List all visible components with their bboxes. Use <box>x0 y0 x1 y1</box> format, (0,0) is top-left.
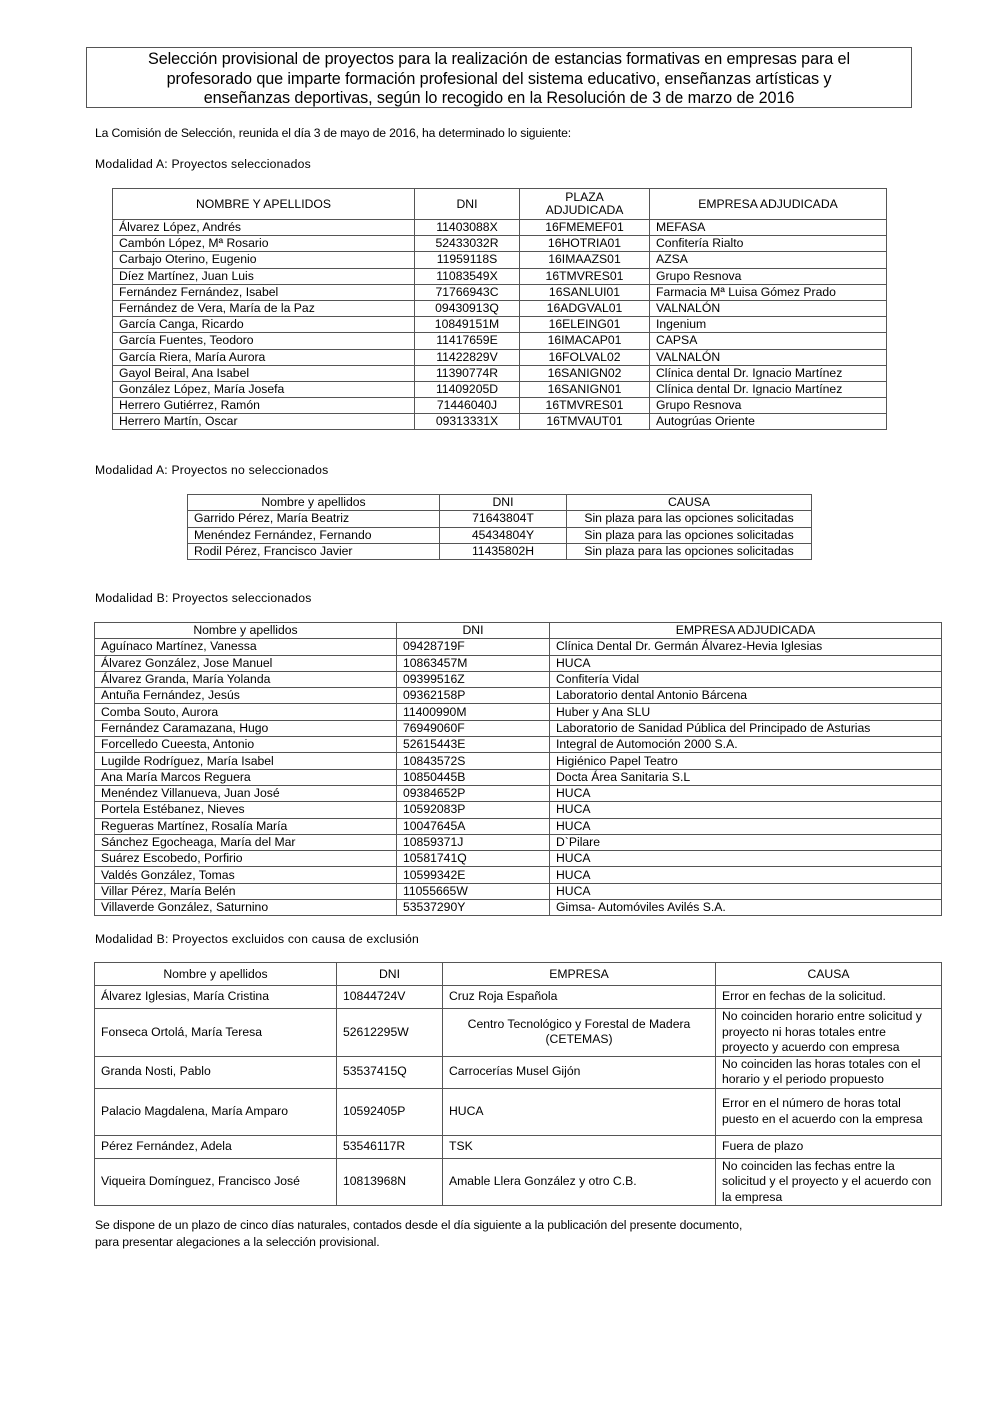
cell-name: Álvarez Granda, María Yolanda <box>95 671 397 687</box>
section-heading-b-excluded: Modalidad B: Proyectos excluidos con causa de exclusión <box>95 932 419 946</box>
cell-name: García Riera, María Aurora <box>113 349 415 365</box>
cell-dni: 10844724V <box>337 986 443 1009</box>
col-header-dni: DNI <box>415 189 520 220</box>
cell-dni: 52612295W <box>337 1009 443 1057</box>
col-header-name: NOMBRE Y APELLIDOS <box>113 189 415 220</box>
cell-empresa: VALNALÓN <box>650 300 887 316</box>
table-header-row <box>188 495 812 511</box>
cell-dni: 11959118S <box>415 252 520 268</box>
col-header-empresa: EMPRESA ADJUDICADA <box>550 623 942 639</box>
cell-empresa: Grupo Resnova <box>650 398 887 414</box>
cell-plaza: 16FOLVAL02 <box>520 349 650 365</box>
cell-empresa: D`Pilare <box>550 834 942 850</box>
cell-name: Fernández Fernández, Isabel <box>113 284 415 300</box>
cell-name: Carbajo Oterino, Eugenio <box>113 252 415 268</box>
cell-name: Herrero Gutiérrez, Ramón <box>113 398 415 414</box>
cell-name: Lugilde Rodríguez, María Isabel <box>95 753 397 769</box>
cell-dni: 71446040J <box>415 398 520 414</box>
table-row <box>95 1009 942 1057</box>
table-row <box>113 333 887 349</box>
cell-empresa: Huber y Ana SLU <box>550 704 942 720</box>
cell-dni: 11435802H <box>440 543 567 559</box>
table-row <box>95 720 942 736</box>
intro-text: La Comisión de Selección, reunida el día 3 de mayo de 2016, ha determinado lo siguiente: <box>95 126 571 140</box>
cell-causa: Sin plaza para las opciones solicitadas <box>567 543 812 559</box>
title-line: profesorado que imparte formación profesional del sistema educativo, enseñanzas artísticas y <box>166 69 832 88</box>
cell-dni: 11400990M <box>397 704 550 720</box>
cell-dni: 09362158P <box>397 688 550 704</box>
cell-dni: 53546117R <box>337 1135 443 1158</box>
table-row <box>113 268 887 284</box>
footer-note <box>95 1217 742 1251</box>
table-row <box>95 802 942 818</box>
cell-empresa: Farmacia Mª Luisa Gómez Prado <box>650 284 887 300</box>
cell-plaza: 16IMAAZS01 <box>520 252 650 268</box>
cell-name: Fonseca Ortolá, María Teresa <box>95 1009 337 1057</box>
table-row <box>95 900 942 916</box>
footer-line: para presentar alegaciones a la selección provisional. <box>95 1235 380 1249</box>
cell-empresa: HUCA <box>550 867 942 883</box>
table-row <box>95 1088 942 1135</box>
cell-empresa: Clínica Dental Dr. Germán Álvarez-Hevia Iglesias <box>550 639 942 655</box>
table-a-not-selected <box>187 494 812 560</box>
table-row <box>95 867 942 883</box>
cell-causa: Error en fechas de la solicitud. <box>716 986 942 1009</box>
cell-name: Herrero Martín, Oscar <box>113 414 415 430</box>
col-header-dni: DNI <box>440 495 567 511</box>
cell-empresa: Centro Tecnológico y Forestal de Madera (CETEMAS) <box>443 1009 716 1057</box>
table-row <box>113 381 887 397</box>
cell-empresa: Cruz Roja Española <box>443 986 716 1009</box>
cell-causa: Sin plaza para las opciones solicitadas <box>567 511 812 527</box>
table-a-selected <box>112 188 887 430</box>
cell-name: Menéndez Fernández, Fernando <box>188 527 440 543</box>
cell-name: Palacio Magdalena, María Amparo <box>95 1088 337 1135</box>
cell-empresa: HUCA <box>550 655 942 671</box>
col-header-dni: DNI <box>337 963 443 986</box>
cell-empresa: HUCA <box>550 851 942 867</box>
cell-name: Díez Martínez, Juan Luis <box>113 268 415 284</box>
cell-dni: 76949060F <box>397 720 550 736</box>
section-heading-a-not-selected: Modalidad A: Proyectos no seleccionados <box>95 463 329 477</box>
table-header-row <box>95 963 942 986</box>
cell-plaza: 16ADGVAL01 <box>520 300 650 316</box>
title-line: Selección provisional de proyectos para la realización de estancias formativas en empresas para el <box>148 50 850 68</box>
cell-causa: Fuera de plazo <box>716 1135 942 1158</box>
table-row <box>95 986 942 1009</box>
cell-empresa: Clínica dental Dr. Ignacio Martínez <box>650 381 887 397</box>
table-row <box>95 671 942 687</box>
cell-empresa: HUCA <box>443 1088 716 1135</box>
cell-name: Fernández de Vera, María de la Paz <box>113 300 415 316</box>
cell-empresa: Carrocerías Musel Gijón <box>443 1056 716 1088</box>
cell-name: Aguínaco Martínez, Vanessa <box>95 639 397 655</box>
cell-dni: 11403088X <box>415 220 520 236</box>
table-row <box>95 737 942 753</box>
cell-dni: 10047645A <box>397 818 550 834</box>
cell-empresa: Laboratorio dental Antonio Bárcena <box>550 688 942 704</box>
cell-name: Garrido Pérez, María Beatriz <box>188 511 440 527</box>
cell-dni: 45434804Y <box>440 527 567 543</box>
cell-dni: 52615443E <box>397 737 550 753</box>
cell-causa: No coinciden las horas totales con el horario y el periodo propuesto <box>716 1056 942 1088</box>
cell-dni: 11422829V <box>415 349 520 365</box>
cell-causa: Sin plaza para las opciones solicitadas <box>567 527 812 543</box>
table-b-excluded <box>94 962 942 1206</box>
cell-name: Álvarez López, Andrés <box>113 220 415 236</box>
cell-plaza: 16SANIGN02 <box>520 365 650 381</box>
cell-dni: 10849151M <box>415 317 520 333</box>
cell-empresa: Confitería Rialto <box>650 236 887 252</box>
cell-dni: 09313331X <box>415 414 520 430</box>
table-row <box>95 785 942 801</box>
cell-plaza: 16TMVRES01 <box>520 398 650 414</box>
table-row <box>95 688 942 704</box>
cell-dni: 71643804T <box>440 511 567 527</box>
footer-line: Se dispone de un plazo de cinco días naturales, contados desde el día siguiente a la publicación del presente documento, <box>95 1218 743 1232</box>
table-body <box>95 986 942 1206</box>
cell-name: Granda Nosti, Pablo <box>95 1056 337 1088</box>
cell-plaza: 16FMEMEF01 <box>520 220 650 236</box>
table-row <box>113 365 887 381</box>
cell-dni: 10813968N <box>337 1158 443 1206</box>
cell-dni: 10592083P <box>397 802 550 818</box>
cell-empresa: Integral de Automoción 2000 S.A. <box>550 737 942 753</box>
table-row <box>113 252 887 268</box>
cell-empresa: CAPSA <box>650 333 887 349</box>
cell-plaza: 16TMVAUT01 <box>520 414 650 430</box>
table-row <box>113 349 887 365</box>
cell-empresa: TSK <box>443 1135 716 1158</box>
cell-dni: 11390774R <box>415 365 520 381</box>
cell-empresa: Grupo Resnova <box>650 268 887 284</box>
table-row <box>95 818 942 834</box>
cell-name: Rodil Pérez, Francisco Javier <box>188 543 440 559</box>
table-row <box>113 398 887 414</box>
table-row <box>188 527 812 543</box>
cell-plaza: 16HOTRIA01 <box>520 236 650 252</box>
cell-name: Cambón López, Mª Rosario <box>113 236 415 252</box>
cell-dni: 10599342E <box>397 867 550 883</box>
cell-dni: 71766943C <box>415 284 520 300</box>
table-row <box>95 639 942 655</box>
cell-empresa: Clínica dental Dr. Ignacio Martínez <box>650 365 887 381</box>
cell-causa: No coinciden horario entre solicitud y proyecto ni horas totales entre proyecto y acuerdo con empresa <box>716 1009 942 1057</box>
cell-plaza: 16SANLUI01 <box>520 284 650 300</box>
cell-empresa: Confitería Vidal <box>550 671 942 687</box>
cell-dni: 11417659E <box>415 333 520 349</box>
col-header-name: Nombre y apellidos <box>95 963 337 986</box>
cell-name: Pérez Fernández, Adela <box>95 1135 337 1158</box>
cell-name: García Fuentes, Teodoro <box>113 333 415 349</box>
cell-plaza: 16SANIGN01 <box>520 381 650 397</box>
cell-name: Forcelledo Cueesta, Antonio <box>95 737 397 753</box>
cell-name: Suárez Escobedo, Porfirio <box>95 851 397 867</box>
table-b-selected <box>94 622 942 916</box>
table-body <box>113 220 887 430</box>
cell-dni: 11055665W <box>397 883 550 899</box>
cell-name: Comba Souto, Aurora <box>95 704 397 720</box>
table-body <box>95 639 942 916</box>
cell-causa: No coinciden las fechas entre la solicitud y el proyecto y el acuerdo con la empresa <box>716 1158 942 1206</box>
cell-dni: 11409205D <box>415 381 520 397</box>
cell-empresa: Docta Área Sanitaria S.L <box>550 769 942 785</box>
cell-name: González López, María Josefa <box>113 381 415 397</box>
table-row <box>95 834 942 850</box>
cell-name: Villar Pérez, María Belén <box>95 883 397 899</box>
cell-name: Álvarez Iglesias, María Cristina <box>95 986 337 1009</box>
cell-name: Antuña Fernández, Jesús <box>95 688 397 704</box>
cell-name: Villaverde González, Saturnino <box>95 900 397 916</box>
cell-name: Regueras Martínez, Rosalía María <box>95 818 397 834</box>
cell-dni: 09384652P <box>397 785 550 801</box>
table-row <box>113 220 887 236</box>
cell-dni: 09399516Z <box>397 671 550 687</box>
cell-empresa: Gimsa- Automóviles Avilés S.A. <box>550 900 942 916</box>
table-row <box>95 883 942 899</box>
section-heading-a-selected: Modalidad A: Proyectos seleccionados <box>95 157 311 171</box>
cell-empresa: VALNALÓN <box>650 349 887 365</box>
cell-dni: 10843572S <box>397 753 550 769</box>
col-header-empresa: EMPRESA <box>443 963 716 986</box>
cell-empresa: Amable Llera González y otro C.B. <box>443 1158 716 1206</box>
col-header-name: Nombre y apellidos <box>95 623 397 639</box>
cell-dni: 53537415Q <box>337 1056 443 1088</box>
cell-empresa: HUCA <box>550 883 942 899</box>
col-header-causa: CAUSA <box>716 963 942 986</box>
table-row <box>95 851 942 867</box>
section-heading-b-selected: Modalidad B: Proyectos seleccionados <box>95 591 312 605</box>
cell-plaza: 16TMVRES01 <box>520 268 650 284</box>
cell-empresa: Ingenium <box>650 317 887 333</box>
cell-dni: 11083549X <box>415 268 520 284</box>
col-header-causa: CAUSA <box>567 495 812 511</box>
cell-empresa: AZSA <box>650 252 887 268</box>
cell-causa: Error en el número de horas total puesto en el acuerdo con la empresa <box>716 1088 942 1135</box>
table-row <box>95 1056 942 1088</box>
cell-empresa: Higiénico Papel Teatro <box>550 753 942 769</box>
cell-name: Valdés González, Tomas <box>95 867 397 883</box>
cell-empresa: MEFASA <box>650 220 887 236</box>
cell-dni: 09428719F <box>397 639 550 655</box>
cell-dni: 52433032R <box>415 236 520 252</box>
cell-dni: 10592405P <box>337 1088 443 1135</box>
cell-plaza: 16ELEING01 <box>520 317 650 333</box>
table-row <box>95 655 942 671</box>
cell-name: Menéndez Villanueva, Juan José <box>95 785 397 801</box>
col-header-plaza: PLAZA ADJUDICADA <box>520 189 650 220</box>
cell-name: Álvarez González, Jose Manuel <box>95 655 397 671</box>
table-row <box>188 543 812 559</box>
cell-dni: 10850445B <box>397 769 550 785</box>
cell-plaza: 16IMACAP01 <box>520 333 650 349</box>
table-body <box>188 511 812 560</box>
table-row <box>95 1135 942 1158</box>
cell-empresa: HUCA <box>550 785 942 801</box>
table-row <box>95 1158 942 1206</box>
table-row <box>113 317 887 333</box>
table-row <box>113 284 887 300</box>
cell-dni: 10859371J <box>397 834 550 850</box>
table-row <box>95 769 942 785</box>
table-row <box>113 414 887 430</box>
cell-empresa: HUCA <box>550 802 942 818</box>
table-row <box>95 704 942 720</box>
cell-name: Ana María Marcos Reguera <box>95 769 397 785</box>
col-header-name: Nombre y apellidos <box>188 495 440 511</box>
table-row <box>188 511 812 527</box>
cell-name: Gayol Beiral, Ana Isabel <box>113 365 415 381</box>
cell-name: Fernández Caramazana, Hugo <box>95 720 397 736</box>
col-header-empresa: EMPRESA ADJUDICADA <box>650 189 887 220</box>
cell-empresa: Autogrúas Oriente <box>650 414 887 430</box>
table-row <box>113 236 887 252</box>
cell-empresa: HUCA <box>550 818 942 834</box>
cell-name: García Canga, Ricardo <box>113 317 415 333</box>
table-row <box>113 300 887 316</box>
title-line: enseñanzas deportivas, según lo recogido en la Resolución de 3 de marzo de 2016 <box>203 89 795 107</box>
table-header-row <box>113 189 887 220</box>
col-header-dni: DNI <box>397 623 550 639</box>
document-title <box>86 47 912 108</box>
cell-name: Viqueira Domínguez, Francisco José <box>95 1158 337 1206</box>
cell-name: Sánchez Egocheaga, María del Mar <box>95 834 397 850</box>
cell-dni: 10863457M <box>397 655 550 671</box>
cell-empresa: Laboratorio de Sanidad Pública del Principado de Asturias <box>550 720 942 736</box>
table-row <box>95 753 942 769</box>
cell-name: Portela Estébanez, Nieves <box>95 802 397 818</box>
cell-dni: 09430913Q <box>415 300 520 316</box>
cell-dni: 10581741Q <box>397 851 550 867</box>
cell-dni: 53537290Y <box>397 900 550 916</box>
table-header-row <box>95 623 942 639</box>
